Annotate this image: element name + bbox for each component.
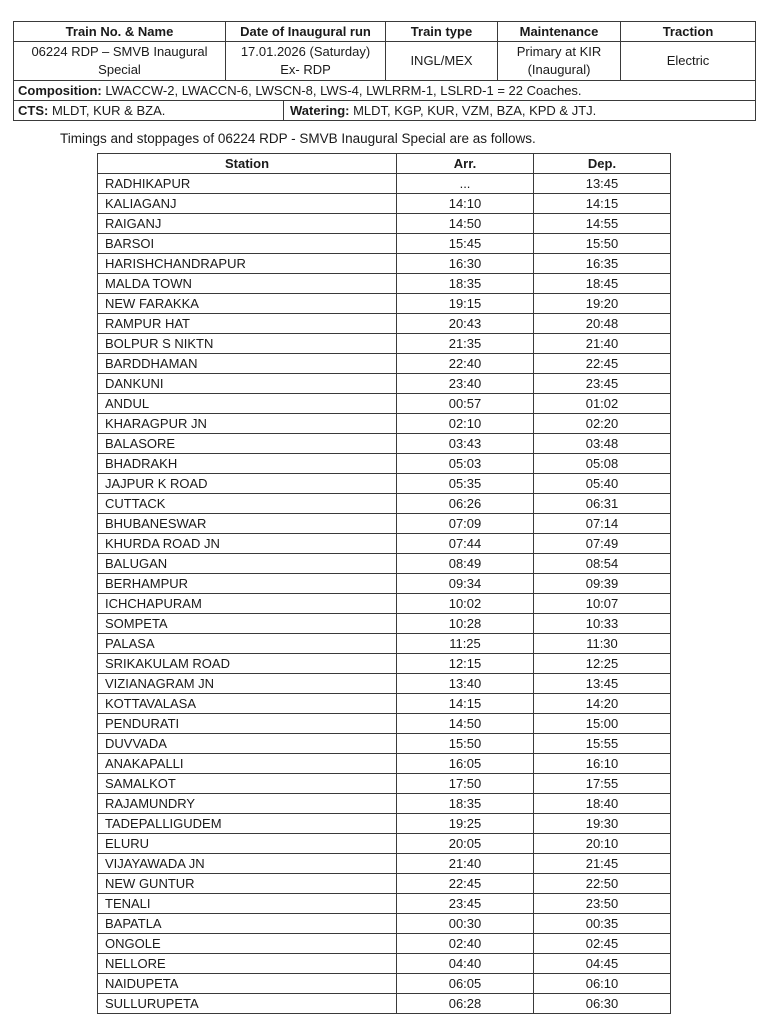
- table-row: [98, 174, 671, 194]
- departure-time-cell: 00:35: [534, 914, 671, 934]
- arrival-time-cell: 10:02: [397, 594, 534, 614]
- departure-time-cell: 19:30: [534, 814, 671, 834]
- arrival-time-cell: 00:57: [397, 394, 534, 414]
- station-name-cell: RAMPUR HAT: [98, 314, 397, 334]
- station-name-cell: NEW FARAKKA: [98, 294, 397, 314]
- station-name-cell: NAIDUPETA: [98, 974, 397, 994]
- arrival-time-cell: 21:40: [397, 854, 534, 874]
- maintenance-cell: [498, 42, 621, 81]
- station-name-cell: HARISHCHANDRAPUR: [98, 254, 397, 274]
- table-row: [98, 754, 671, 774]
- table-row: [98, 834, 671, 854]
- train-info-table: [13, 21, 756, 121]
- arrival-time-cell: 16:30: [397, 254, 534, 274]
- departure-time-cell: 06:31: [534, 494, 671, 514]
- table-row: [98, 614, 671, 634]
- maintenance-line2: (Inaugural): [527, 62, 591, 77]
- arrival-time-cell: 07:44: [397, 534, 534, 554]
- departure-time-cell: 14:15: [534, 194, 671, 214]
- arrival-time-cell: 23:45: [397, 894, 534, 914]
- watering-cell: [284, 101, 755, 120]
- table-row: [98, 634, 671, 654]
- arrival-time-cell: 05:03: [397, 454, 534, 474]
- watering-value: MLDT, KGP, KUR, VZM, BZA, KPD & JTJ.: [349, 103, 597, 118]
- info-data-row: [14, 42, 756, 81]
- cts-label: CTS:: [18, 103, 49, 118]
- station-name-cell: TADEPALLIGUDEM: [98, 814, 397, 834]
- departure-time-cell: 20:10: [534, 834, 671, 854]
- station-name-cell: BAPATLA: [98, 914, 397, 934]
- arrival-time-cell: 15:50: [397, 734, 534, 754]
- table-row: [98, 514, 671, 534]
- table-row: [98, 874, 671, 894]
- departure-time-cell: 02:20: [534, 414, 671, 434]
- departure-time-cell: 10:07: [534, 594, 671, 614]
- station-name-cell: KALIAGANJ: [98, 194, 397, 214]
- station-name-cell: KOTTAVALASA: [98, 694, 397, 714]
- arrival-time-cell: 10:28: [397, 614, 534, 634]
- arrival-time-cell: 19:25: [397, 814, 534, 834]
- table-row: [98, 974, 671, 994]
- cts-watering-row: [14, 101, 756, 121]
- table-row: [98, 954, 671, 974]
- table-row: [98, 994, 671, 1014]
- departure-time-cell: 18:45: [534, 274, 671, 294]
- table-row: [98, 674, 671, 694]
- station-name-cell: BALUGAN: [98, 554, 397, 574]
- timetable-body: [98, 174, 671, 1014]
- cts-value: MLDT, KUR & BZA.: [48, 103, 166, 118]
- cts-cell: [14, 101, 284, 120]
- arrival-time-cell: 22:45: [397, 874, 534, 894]
- table-row: [98, 194, 671, 214]
- arrival-time-cell: 14:50: [397, 714, 534, 734]
- arrival-time-cell: 14:10: [397, 194, 534, 214]
- departure-time-cell: 03:48: [534, 434, 671, 454]
- departure-time-cell: 19:20: [534, 294, 671, 314]
- header-traction: Traction: [621, 22, 756, 42]
- header-maintenance: Maintenance: [498, 22, 621, 42]
- station-name-cell: SOMPETA: [98, 614, 397, 634]
- departure-time-cell: 16:10: [534, 754, 671, 774]
- arrival-time-cell: 18:35: [397, 794, 534, 814]
- table-row: [98, 374, 671, 394]
- maintenance-line1: Primary at KIR: [516, 44, 602, 59]
- arrival-time-cell: ...: [397, 174, 534, 194]
- arrival-time-cell: 13:40: [397, 674, 534, 694]
- table-row: [98, 414, 671, 434]
- station-name-cell: RAJAMUNDRY: [98, 794, 397, 814]
- departure-time-cell: 23:45: [534, 374, 671, 394]
- date-inaugural-cell: [226, 42, 386, 81]
- arrival-time-cell: 04:40: [397, 954, 534, 974]
- departure-time-cell: 01:02: [534, 394, 671, 414]
- composition-value: LWACCW-2, LWACCN-6, LWSCN-8, LWS-4, LWLRRM-1, LSLRD-1 = 22 Coaches.: [101, 82, 582, 98]
- cts-watering-cell: [14, 101, 756, 121]
- arrival-time-cell: 06:26: [397, 494, 534, 514]
- table-row: [98, 694, 671, 714]
- arrival-time-cell: 08:49: [397, 554, 534, 574]
- arrival-time-cell: 06:28: [397, 994, 534, 1014]
- station-name-cell: ICHCHAPURAM: [98, 594, 397, 614]
- station-name-cell: VIJAYAWADA JN: [98, 854, 397, 874]
- arrival-time-cell: 09:34: [397, 574, 534, 594]
- departure-time-cell: 15:50: [534, 234, 671, 254]
- departure-time-cell: 20:48: [534, 314, 671, 334]
- table-row: [98, 434, 671, 454]
- arrival-time-cell: 21:35: [397, 334, 534, 354]
- departure-time-cell: 13:45: [534, 174, 671, 194]
- departure-time-cell: 22:50: [534, 874, 671, 894]
- departure-time-cell: 23:50: [534, 894, 671, 914]
- table-row: [98, 774, 671, 794]
- arrival-time-cell: 15:45: [397, 234, 534, 254]
- header-station: Station: [98, 154, 397, 174]
- station-name-cell: ONGOLE: [98, 934, 397, 954]
- station-name-cell: ANAKAPALLI: [98, 754, 397, 774]
- table-row: [98, 714, 671, 734]
- header-departure: Dep.: [534, 154, 671, 174]
- table-row: [98, 534, 671, 554]
- station-name-cell: KHARAGPUR JN: [98, 414, 397, 434]
- departure-time-cell: 16:35: [534, 254, 671, 274]
- station-name-cell: SULLURUPETA: [98, 994, 397, 1014]
- composition-label: Composition:: [18, 82, 102, 98]
- station-name-cell: SAMALKOT: [98, 774, 397, 794]
- train-name-line2: Special: [98, 62, 141, 77]
- arrival-time-cell: 20:43: [397, 314, 534, 334]
- composition-cell: [14, 81, 756, 101]
- departure-time-cell: 11:30: [534, 634, 671, 654]
- arrival-time-cell: 03:43: [397, 434, 534, 454]
- station-name-cell: BHADRAKH: [98, 454, 397, 474]
- arrival-time-cell: 14:15: [397, 694, 534, 714]
- station-name-cell: PENDURATI: [98, 714, 397, 734]
- station-timetable: [97, 153, 671, 1014]
- composition-row: [14, 81, 756, 101]
- arrival-time-cell: 22:40: [397, 354, 534, 374]
- departure-time-cell: 04:45: [534, 954, 671, 974]
- departure-time-cell: 05:08: [534, 454, 671, 474]
- departure-time-cell: 15:55: [534, 734, 671, 754]
- departure-time-cell: 13:45: [534, 674, 671, 694]
- arrival-time-cell: 19:15: [397, 294, 534, 314]
- departure-time-cell: 06:10: [534, 974, 671, 994]
- station-name-cell: ANDUL: [98, 394, 397, 414]
- departure-time-cell: 14:55: [534, 214, 671, 234]
- arrival-time-cell: 23:40: [397, 374, 534, 394]
- table-row: [98, 814, 671, 834]
- arrival-time-cell: 05:35: [397, 474, 534, 494]
- station-name-cell: NEW GUNTUR: [98, 874, 397, 894]
- departure-time-cell: 21:45: [534, 854, 671, 874]
- arrival-time-cell: 18:35: [397, 274, 534, 294]
- arrival-time-cell: 17:50: [397, 774, 534, 794]
- table-row: [98, 794, 671, 814]
- station-name-cell: DANKUNI: [98, 374, 397, 394]
- station-name-cell: VIZIANAGRAM JN: [98, 674, 397, 694]
- table-row: [98, 474, 671, 494]
- departure-time-cell: 15:00: [534, 714, 671, 734]
- departure-time-cell: 07:49: [534, 534, 671, 554]
- departure-time-cell: 05:40: [534, 474, 671, 494]
- arrival-time-cell: 00:30: [397, 914, 534, 934]
- station-name-cell: NELLORE: [98, 954, 397, 974]
- departure-time-cell: 02:45: [534, 934, 671, 954]
- station-name-cell: TENALI: [98, 894, 397, 914]
- station-name-cell: RADHIKAPUR: [98, 174, 397, 194]
- departure-time-cell: 17:55: [534, 774, 671, 794]
- header-train-no-name: Train No. & Name: [14, 22, 226, 42]
- arrival-time-cell: 12:15: [397, 654, 534, 674]
- arrival-time-cell: 02:10: [397, 414, 534, 434]
- departure-time-cell: 08:54: [534, 554, 671, 574]
- departure-time-cell: 09:39: [534, 574, 671, 594]
- watering-label: Watering:: [290, 103, 350, 118]
- table-row: [98, 334, 671, 354]
- departure-time-cell: 12:25: [534, 654, 671, 674]
- departure-time-cell: 14:20: [534, 694, 671, 714]
- departure-time-cell: 18:40: [534, 794, 671, 814]
- table-row: [98, 234, 671, 254]
- station-name-cell: ELURU: [98, 834, 397, 854]
- arrival-time-cell: 16:05: [397, 754, 534, 774]
- table-row: [98, 894, 671, 914]
- table-row: [98, 454, 671, 474]
- departure-time-cell: 06:30: [534, 994, 671, 1014]
- arrival-time-cell: 07:09: [397, 514, 534, 534]
- station-name-cell: KHURDA ROAD JN: [98, 534, 397, 554]
- station-name-cell: RAIGANJ: [98, 214, 397, 234]
- station-name-cell: JAJPUR K ROAD: [98, 474, 397, 494]
- table-row: [98, 574, 671, 594]
- arrival-time-cell: 14:50: [397, 214, 534, 234]
- station-name-cell: SRIKAKULAM ROAD: [98, 654, 397, 674]
- train-no-name-cell: [14, 42, 226, 81]
- station-name-cell: BOLPUR S NIKTN: [98, 334, 397, 354]
- table-row: [98, 934, 671, 954]
- header-arrival: Arr.: [397, 154, 534, 174]
- table-row: [98, 294, 671, 314]
- station-name-cell: BALASORE: [98, 434, 397, 454]
- table-row: [98, 274, 671, 294]
- arrival-time-cell: 20:05: [397, 834, 534, 854]
- traction-cell: Electric: [621, 42, 756, 81]
- arrival-time-cell: 11:25: [397, 634, 534, 654]
- departure-time-cell: 07:14: [534, 514, 671, 534]
- info-header-row: [14, 22, 756, 42]
- table-row: [98, 354, 671, 374]
- train-name-line1: 06224 RDP – SMVB Inaugural: [31, 44, 208, 59]
- table-row: [98, 654, 671, 674]
- timetable-header-row: [98, 154, 671, 174]
- timetable-intro-text: Timings and stoppages of 06224 RDP - SMVB Inaugural Special are as follows.: [60, 131, 536, 146]
- departure-time-cell: 10:33: [534, 614, 671, 634]
- station-name-cell: CUTTACK: [98, 494, 397, 514]
- train-type-cell: INGL/MEX: [386, 42, 498, 81]
- table-row: [98, 494, 671, 514]
- station-name-cell: PALASA: [98, 634, 397, 654]
- table-row: [98, 254, 671, 274]
- arrival-time-cell: 06:05: [397, 974, 534, 994]
- table-row: [98, 554, 671, 574]
- station-name-cell: BARSOI: [98, 234, 397, 254]
- table-row: [98, 734, 671, 754]
- departure-time-cell: 21:40: [534, 334, 671, 354]
- table-row: [98, 594, 671, 614]
- station-name-cell: BHUBANESWAR: [98, 514, 397, 534]
- departure-time-cell: 22:45: [534, 354, 671, 374]
- station-name-cell: MALDA TOWN: [98, 274, 397, 294]
- date-line1: 17.01.2026 (Saturday): [240, 44, 371, 59]
- station-name-cell: DUVVADA: [98, 734, 397, 754]
- header-train-type: Train type: [386, 22, 498, 42]
- header-date-inaugural-run: Date of Inaugural run: [226, 22, 386, 42]
- table-row: [98, 394, 671, 414]
- table-row: [98, 914, 671, 934]
- arrival-time-cell: 02:40: [397, 934, 534, 954]
- table-row: [98, 214, 671, 234]
- table-row: [98, 314, 671, 334]
- table-row: [98, 854, 671, 874]
- station-name-cell: BERHAMPUR: [98, 574, 397, 594]
- station-name-cell: BARDDHAMAN: [98, 354, 397, 374]
- date-line2: Ex- RDP: [280, 62, 331, 77]
